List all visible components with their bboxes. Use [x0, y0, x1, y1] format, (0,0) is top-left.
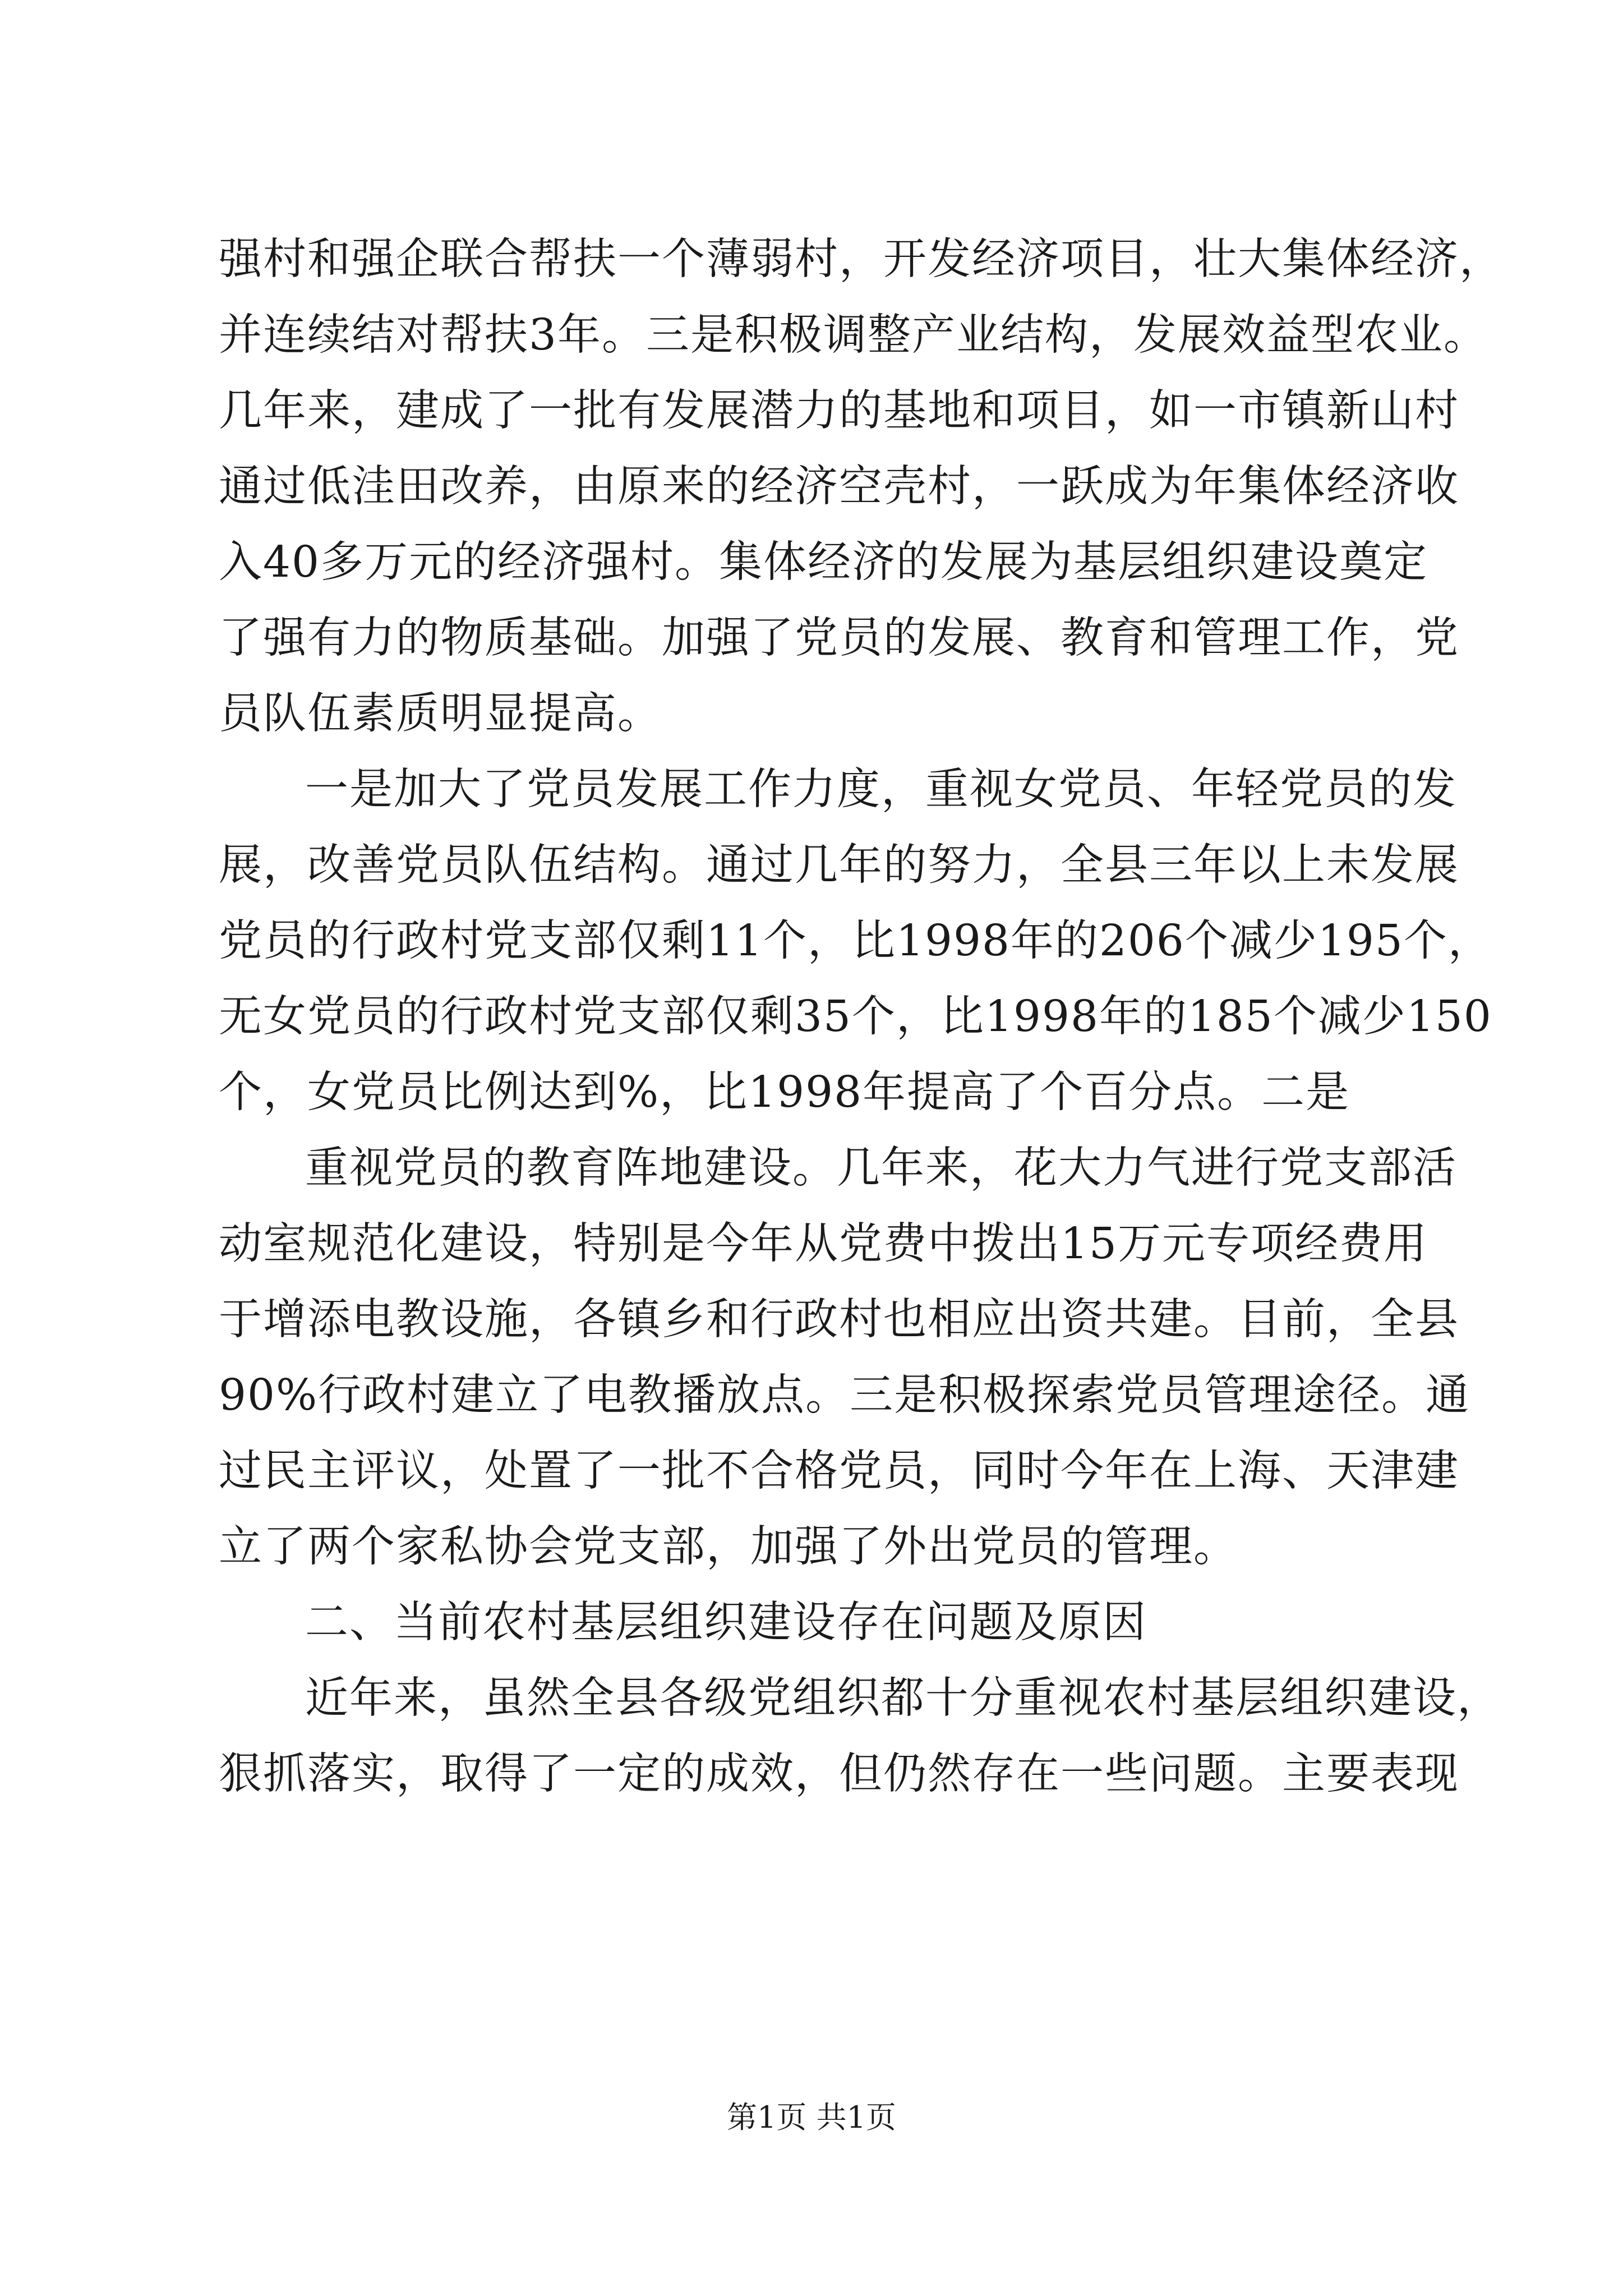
- text-line-11: 无女党员的行政村党支部仅剩35个，比1998年的185个减少150: [219, 992, 1492, 1042]
- text-line-14: 动室规范化建设，特别是今年从党费中拨出15万元专项经费用: [219, 1219, 1428, 1269]
- text-line-9: 展，改善党员队伍结构。通过几年的努力，全县三年以上未发展: [219, 840, 1459, 890]
- document-body: [219, 222, 1504, 1812]
- text-line-3: 几年来，建成了一批有发展潜力的基地和项目，如一市镇新山村: [219, 386, 1459, 436]
- text-line-18: 立了两个家私协会党支部，加强了外出党员的管理。: [219, 1522, 1238, 1572]
- text-line-1: 强村和强企联合帮扶一个薄弱村，开发经济项目，壮大集体经济，: [219, 234, 1504, 284]
- text-line-12: 个，女党员比例达到%，比1998年提高了个百分点。二是: [219, 1068, 1350, 1117]
- text-line-10: 党员的行政村党支部仅剩11个，比1998年的206个减少195个，: [219, 916, 1492, 966]
- section-heading: 二、当前农村基层组织建设存在问题及原因: [305, 1598, 1147, 1648]
- text-line-5: 入40多万元的经济强村。集体经济的发展为基层组织建设奠定: [219, 537, 1428, 587]
- text-line-16: 90%行政村建立了电教播放点。三是积极探索党员管理途径。通: [219, 1370, 1470, 1420]
- text-line-20: 近年来，虽然全县各级党组织都十分重视农村基层组织建设，: [305, 1673, 1501, 1723]
- text-line-13: 重视党员的教育阵地建设。几年来，花大力气进行党支部活: [305, 1143, 1457, 1193]
- text-line-6: 了强有力的物质基础。加强了党员的发展、教育和管理工作，党: [219, 613, 1459, 663]
- text-line-2: 并连续结对帮扶3年。三是积极调整产业结构，发展效益型农业。: [219, 310, 1488, 360]
- text-line-21: 狠抓落实，取得了一定的成效，但仍然存在一些问题。主要表现: [219, 1749, 1459, 1799]
- text-line-7: 员队伍素质明显提高。: [219, 689, 662, 739]
- text-line-17: 过民主评议，处置了一批不合格党员，同时今年在上海、天津建: [219, 1446, 1459, 1496]
- text-line-15: 于增添电教设施，各镇乡和行政村也相应出资共建。目前，全县: [219, 1295, 1459, 1345]
- page-footer: 第1页 共1页: [727, 2100, 896, 2135]
- text-line-8: 一是加大了党员发展工作力度，重视女党员、年轻党员的发: [305, 765, 1457, 815]
- text-line-4: 通过低洼田改养，由原来的经济空壳村，一跃成为年集体经济收: [219, 462, 1459, 512]
